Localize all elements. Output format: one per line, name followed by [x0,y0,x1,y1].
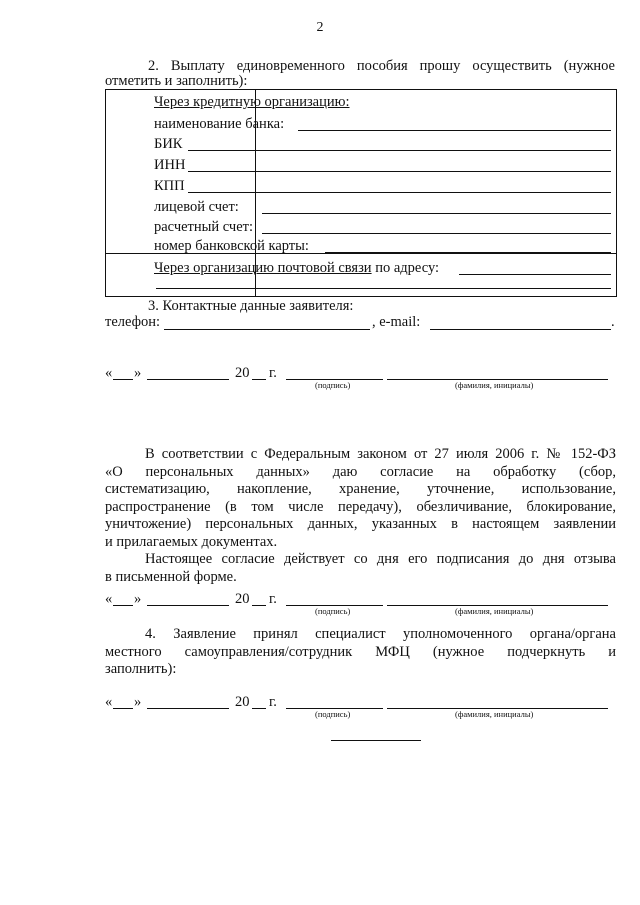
bank-option-title: Через кредитную организацию: [154,94,350,110]
bank-field-settlement-account-label: расчетный счет: [154,219,254,235]
sign-year-prefix-2: 20 [235,591,250,607]
consent-validity-line: в письменной форме. [105,568,237,585]
caption-signature-1: (подпись) [315,380,351,390]
email-end: . [611,314,615,330]
sign-year-prefix-3: 20 [235,694,250,710]
caption-full-name-3: (фамилия, инициалы) [455,709,534,719]
sign-month-field-1[interactable] [147,379,229,380]
inn-field[interactable] [188,171,611,172]
card-number-field[interactable] [325,252,611,253]
consent-line: В соответствии с Федеральным законом от 27 июля 2006 г. № 152-ФЗ [145,446,616,462]
sign-year-prefix-1: 20 [235,365,250,381]
sign-month-field-2[interactable] [147,605,229,606]
phone-label: телефон: [105,314,161,330]
consent-line: систематизацию, накопление, хранение, уточнение, использование, [105,481,616,497]
post-option-title: Через организацию почтовой связи [154,260,372,276]
caption-full-name-1: (фамилия, инициалы) [455,380,534,390]
consent-validity-line: Настоящее согласие действует со дня его подписания до дня отзыва [145,551,616,567]
page-number: 2 [316,20,324,35]
bank-name-field[interactable] [298,130,611,131]
sign-date-open-2: « [105,591,113,607]
consent-paragraph-1 [105,446,616,586]
post-address-field-line2[interactable] [156,288,611,289]
bank-field-personal-account-label: лицевой счет: [154,199,239,215]
sign-year-suffix-3: г. [269,694,277,710]
post-address-field[interactable] [459,274,611,275]
personal-account-field[interactable] [262,213,611,214]
email-label: , e-mail: [372,314,421,330]
sign-day-field-1[interactable] [113,379,133,380]
sign-day-field-3[interactable] [113,708,133,709]
section2-heading-line1: 2. Выплату единовременного пособия прошу осуществить (нужное [148,58,615,74]
post-option-row [154,260,439,277]
closing-divider [331,740,421,741]
sign-year-suffix-1: г. [269,365,277,381]
phone-field[interactable] [164,329,370,330]
section4-line: местного самоуправления/сотрудник МФЦ (нужное подчеркнуть и [105,643,616,660]
sign-month-field-3[interactable] [147,708,229,709]
email-field[interactable] [430,329,611,330]
settlement-account-field[interactable] [262,233,611,234]
sign-date-open-3: « [105,694,113,710]
bank-field-card-number-label: номер банковской карты: [154,238,309,254]
bik-field[interactable] [188,150,611,151]
bank-field-name-label: наименование банка: [154,116,285,132]
sign-day-field-2[interactable] [113,605,133,606]
post-option-suffix: по адресу: [375,260,440,276]
sign-year-field-1[interactable] [252,379,266,380]
sign-year-field-2[interactable] [252,605,266,606]
consent-line: и прилагаемых документах. [105,533,278,550]
sign-year-field-3[interactable] [252,708,266,709]
sign-date-open-1: « [105,365,113,381]
section3-heading: 3. Контактные данные заявителя: [148,298,354,314]
sign-year-suffix-2: г. [269,591,277,607]
section4-line: 4. Заявление принял специалист уполномоченного органа/органа [145,626,616,642]
section4-line: заполнить): [105,661,177,677]
consent-line: уничтожение) персональных данных, указанных в настоящем заявлении [105,516,616,532]
caption-signature-2: (подпись) [315,606,351,616]
section2-heading-line2: отметить и заполнить): [105,73,248,89]
section4-text [105,626,616,679]
caption-signature-3: (подпись) [315,709,351,719]
bank-field-kpp-label: КПП [154,178,185,194]
bank-field-inn-label: ИНН [154,157,186,173]
sign-date-close-2: » [134,591,142,607]
caption-full-name-2: (фамилия, инициалы) [455,606,534,616]
bank-field-bik-label: БИК [154,136,183,152]
consent-line: «О персональных данных» даю согласие на обработку (сбор, [105,463,616,480]
kpp-field[interactable] [188,192,611,193]
consent-line: распространение (в том числе передачу), обезличивание, блокирование, [105,498,616,515]
sign-date-close-1: » [134,365,142,381]
sign-date-close-3: » [134,694,142,710]
